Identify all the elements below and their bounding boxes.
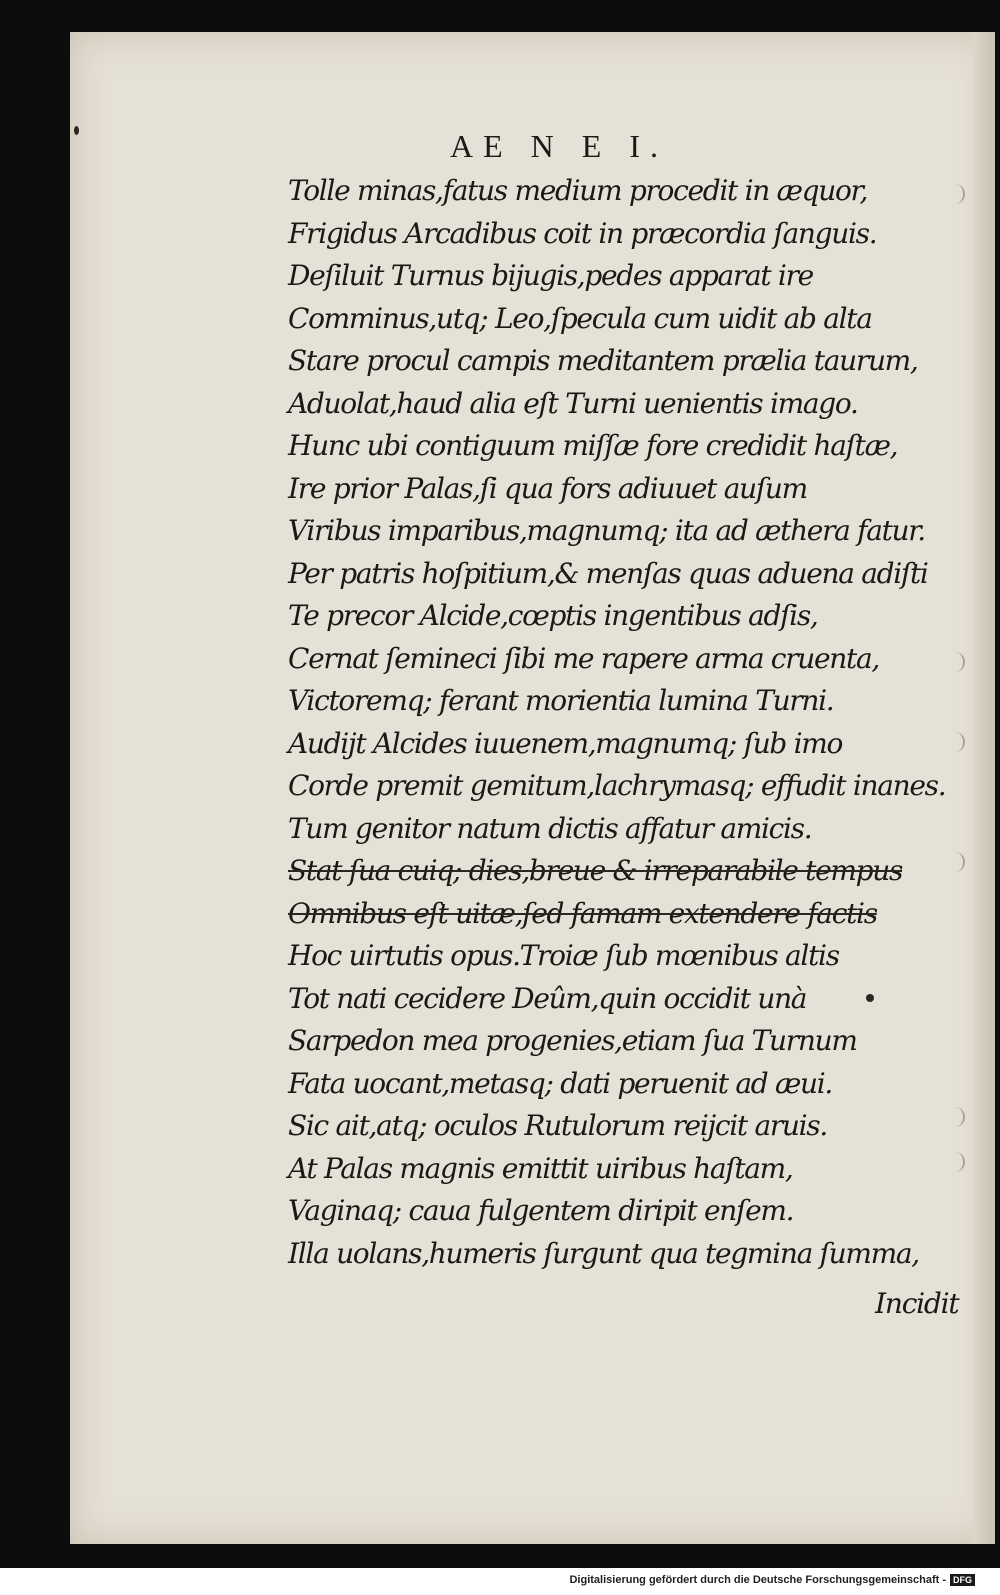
- verse-line: Fata uocant,metasq; dati peruenit ad æui.: [288, 1066, 832, 1100]
- book-page: [70, 32, 995, 1544]
- verse-line: Corde premit gemitum,lachrymasq; effudit inanes.: [288, 769, 946, 802]
- verse-line: Vaginaq; caua fulgentem diripit enſem.: [288, 1194, 794, 1227]
- verse-line: Stare procul campis meditantem prælia taurum,: [288, 344, 918, 377]
- verse-line: Victoremq; ferant morientia lumina Turni.: [288, 684, 834, 717]
- verse-line: Sarpedon mea progenies,etiam ſua Turnum: [288, 1024, 857, 1057]
- verse-line: At Palas magnis emittit uiribus haſtam,: [288, 1151, 793, 1185]
- verse-line: Aduolat,haud alia eſt Turni uenientis imago.: [288, 386, 858, 420]
- ink-dot: [74, 126, 79, 135]
- credit-text: Digitalisierung gefördert durch die Deutsche Forschungsgemeinschaft -: [569, 1574, 946, 1586]
- verse-line: Frigidus Arcadibus coit in præcordia ſanguis.: [288, 216, 877, 250]
- verse-line: Ire prior Palas,ſi qua fors adiuuet auſum: [288, 471, 807, 505]
- verse-line: Hunc ubi contiguum miſſæ fore credidit haſtæ,: [288, 429, 898, 462]
- verse-line: Tum genitor natum dictis affatur amicis.: [288, 811, 812, 845]
- verse-line: Comminus,utq; Leo,ſpecula cum uidit ab alta: [288, 301, 872, 335]
- verse-line: Deſiluit Turnus bijugis,pedes apparat ire: [288, 259, 813, 292]
- verse-line: Cernat ſemineci ſibi me rapere arma cruenta,: [288, 641, 879, 675]
- verse-line-struck: Stat ſua cuiq; dies,breue & irreparabile tempus: [288, 854, 903, 887]
- verse-line: Illa uolans,humeris ſurgunt qua tegmina ſumma,: [288, 1236, 919, 1270]
- verse-line: Tot nati cecidere Deûm,quin occidit unà: [288, 981, 807, 1015]
- verse-line: Hoc uirtutis opus.Troiæ ſub mœnibus altis: [288, 939, 839, 972]
- verse-line: Audijt Alcides iuuenem,magnumq; ſub imo: [288, 726, 843, 760]
- verse-line: Sic ait,atq; oculos Rutulorum reijcit aruis.: [288, 1109, 827, 1142]
- verse-line-struck: Omnibus eſt uitæ,ſed famam extendere factis: [288, 896, 877, 930]
- dfg-logo: DFG: [950, 1574, 975, 1586]
- verse-line: Per patris hoſpitium,& menſas quas aduena adiſti: [288, 556, 928, 590]
- verse-block: [288, 170, 978, 1275]
- verse-line: Viribus imparibus,magnumq; ita ad æthera fatur.: [288, 514, 925, 547]
- catchword: Incidit: [875, 1287, 959, 1320]
- verse-line: Tolle minas,fatus medium procedit in æquor,: [288, 174, 868, 207]
- verse-line: Te precor Alcide,cœptis ingentibus adſis,: [288, 599, 818, 632]
- digitization-credit: [569, 1574, 975, 1586]
- running-title: AE N E I.: [450, 128, 668, 164]
